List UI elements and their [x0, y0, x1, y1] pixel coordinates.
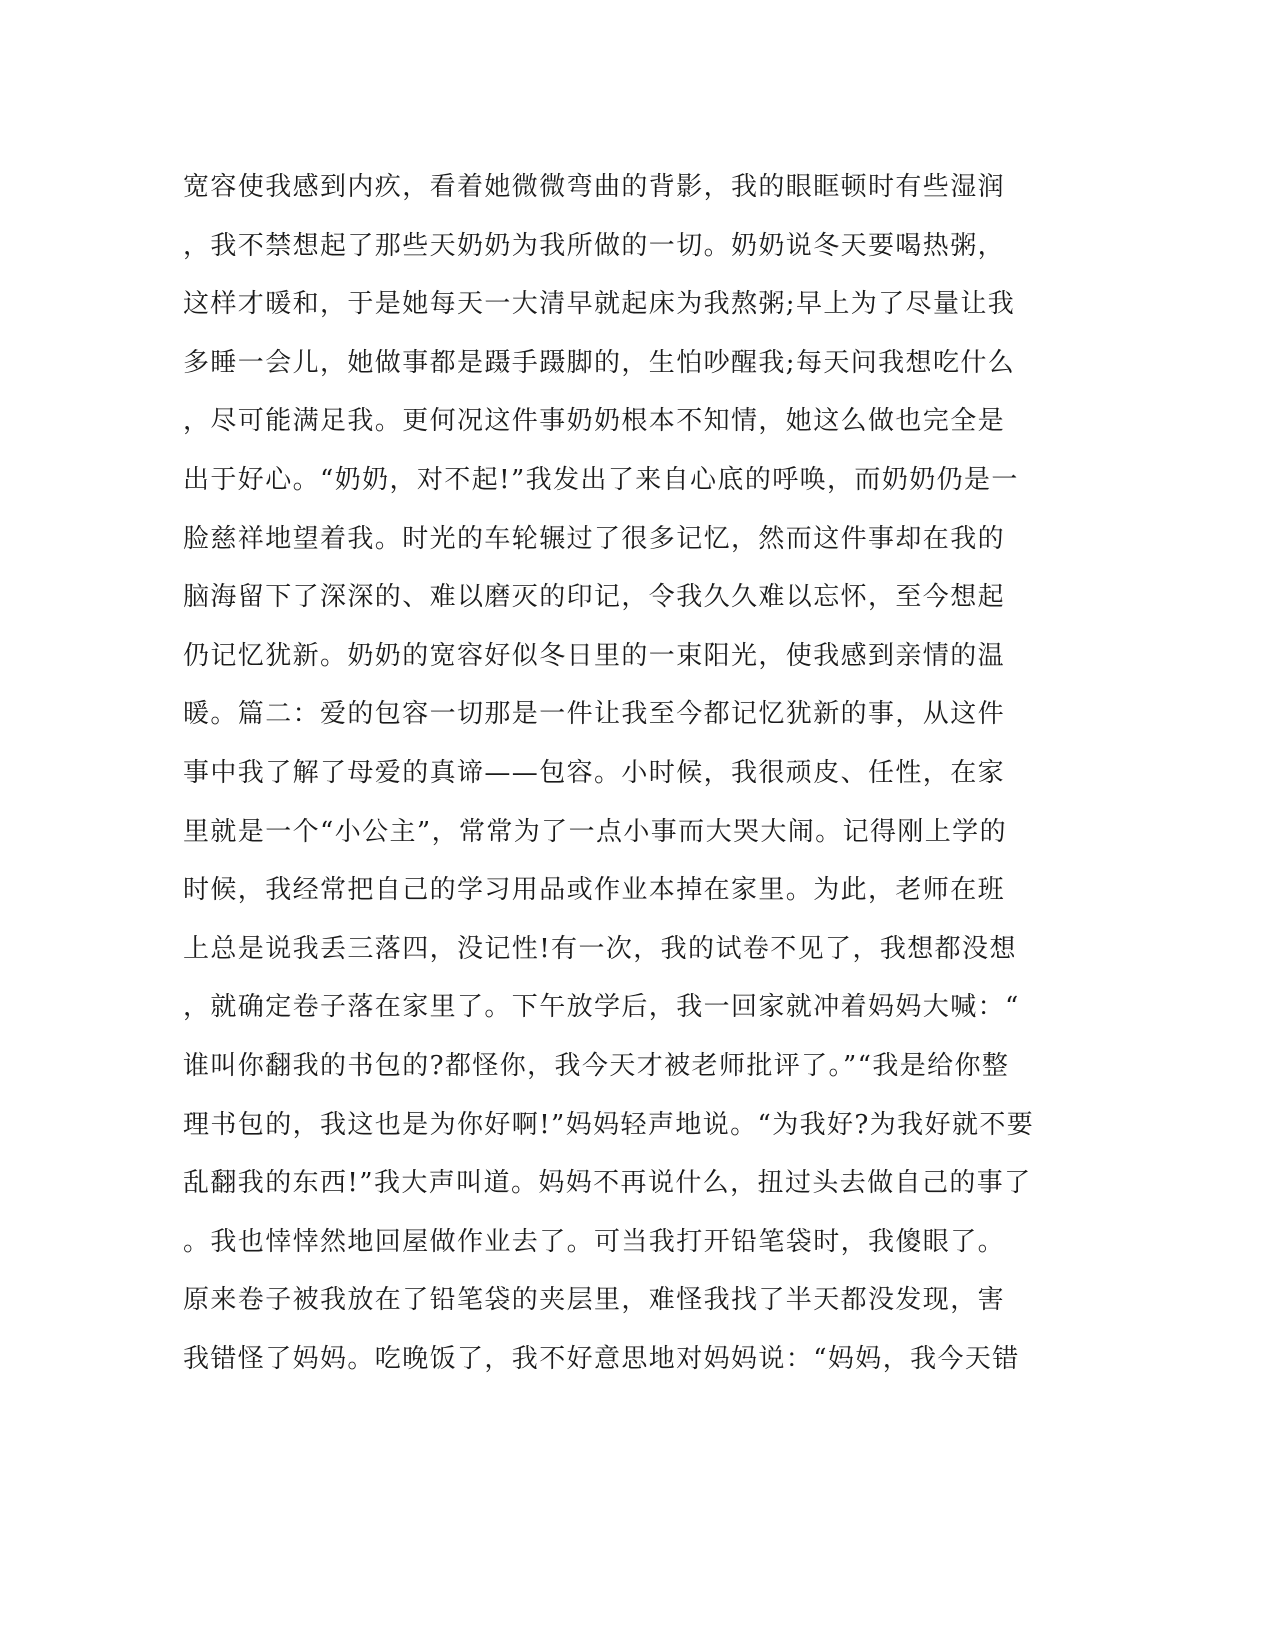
- text-line: 时候，我经常把自己的学习用品或作业本掉在家里。为此，老师在班: [183, 875, 1006, 906]
- body-text: [183, 158, 1063, 1388]
- text-line: ，尽可能满足我。更何况这件事奶奶根本不知情，她这么做也完全是: [183, 406, 1006, 437]
- text-line: 里就是一个“小公主”，常常为了一点小事而大哭大闹。记得刚上学的: [183, 816, 1007, 847]
- text-line: ，就确定卷子落在家里了。下午放学后，我一回家就冲着妈妈大喊：“: [183, 992, 1020, 1023]
- text-line: 暖。篇二：爱的包容一切那是一件让我至今都记忆犹新的事，从这件: [183, 699, 1006, 730]
- text-line: 宽容使我感到内疚，看着她微微弯曲的背影，我的眼眶顿时有些湿润: [183, 172, 1006, 202]
- text-line: 上总是说我丢三落四，没记性!有一次，我的试卷不见了，我想都没想: [183, 933, 1017, 964]
- text-line: 。我也悻悻然地回屋做作业去了。可当我打开铅笔袋时，我傻眼了。: [183, 1226, 1006, 1257]
- text-line: 我错怪了妈妈。吃晚饭了，我不好意思地对妈妈说：“妈妈，我今天错: [183, 1343, 1020, 1374]
- text-line: 仍记忆犹新。奶奶的宽容好似冬日里的一束阳光，使我感到亲情的温: [183, 640, 1006, 671]
- text-line: 乱翻我的东西!”我大声叫道。妈妈不再说什么，扭过头去做自己的事了: [183, 1168, 1032, 1199]
- text-line: 原来卷子被我放在了铅笔袋的夹层里，难怪我找了半天都没发现，害: [183, 1285, 1006, 1316]
- text-line: 出于好心。“奶奶，对不起!”我发出了来自心底的呼唤，而奶奶仍是一: [183, 464, 1019, 495]
- text-line: 脸慈祥地望着我。时光的车轮辗过了很多记忆，然而这件事却在我的: [183, 523, 1006, 554]
- text-line: 谁叫你翻我的书包的?都怪你，我今天才被老师批评了。”“我是给你整: [183, 1050, 1010, 1081]
- text-line: 事中我了解了母爱的真谛——包容。小时候，我很顽皮、任性，在家: [183, 757, 1006, 788]
- text-line: 多睡一会儿，她做事都是蹑手蹑脚的，生怕吵醒我;每天问我想吃什么: [183, 347, 1016, 378]
- text-line: 理书包的，我这也是为你好啊!”妈妈轻声地说。“为我好?为我好就不要: [183, 1109, 1035, 1140]
- text-line: 脑海留下了深深的、难以磨灭的印记，令我久久难以忘怀，至今想起: [183, 582, 1006, 613]
- text-line: ，我不禁想起了那些天奶奶为我所做的一切。奶奶说冬天要喝热粥，: [183, 230, 1006, 261]
- text-line: 这样才暖和，于是她每天一大清早就起床为我熬粥;早上为了尽量让我: [183, 289, 1016, 320]
